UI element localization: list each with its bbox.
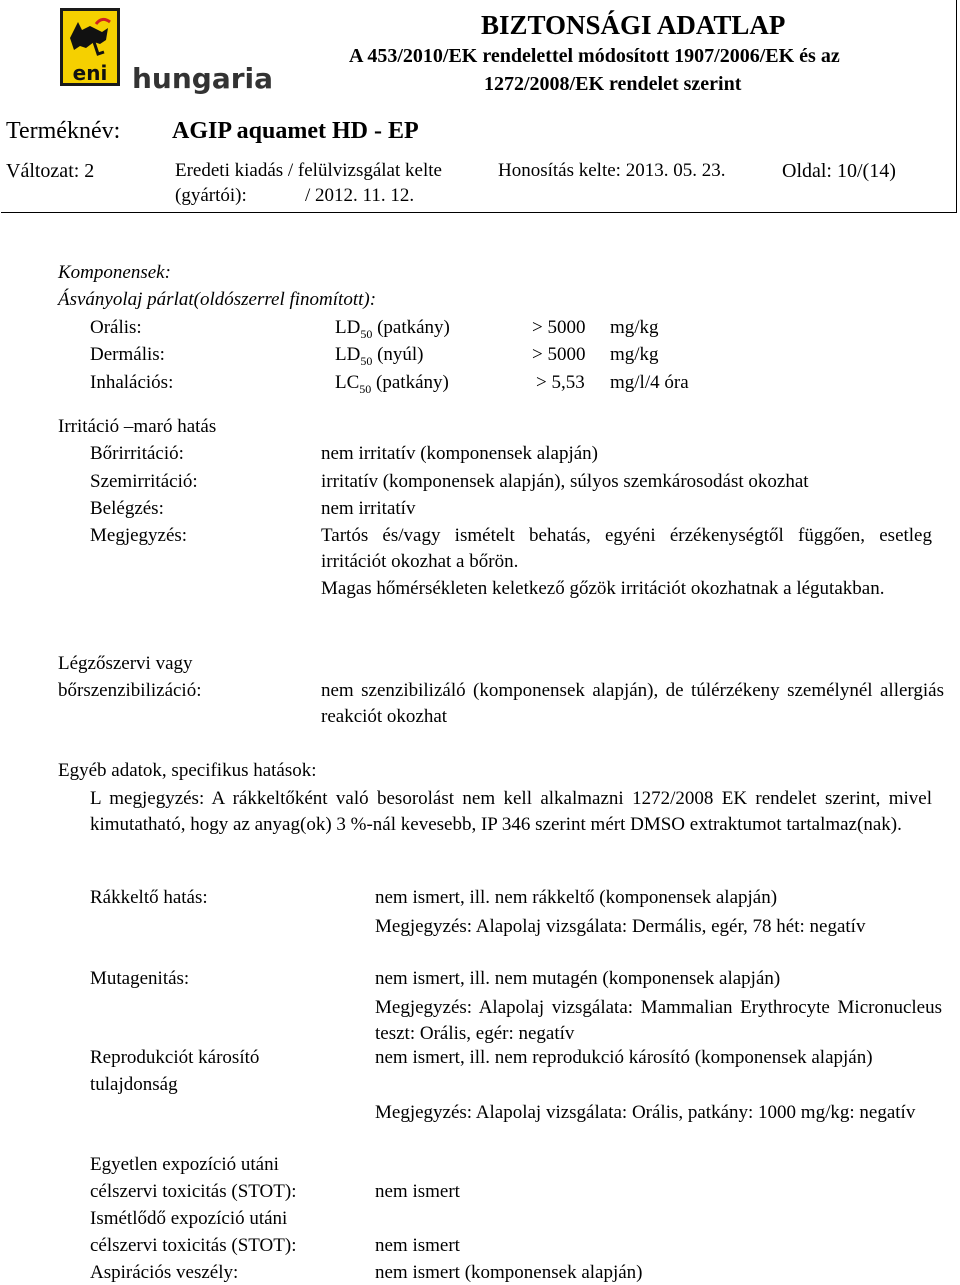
stot1-label-2: célszervi toxicitás (STOT): (90, 1181, 297, 1202)
doc-subtitle-1: A 453/2010/EK rendelettel módosított 1907/2006/EK és az (349, 45, 840, 67)
skin-value: nem irritatív (komponensek alapján) (321, 443, 598, 464)
asp-value: nem ismert (komponensek alapján) (375, 1262, 643, 1283)
carc-note: Megjegyzés: Alapolaj vizsgálata: Dermális, egér, 78 hét: negatív (375, 916, 866, 937)
route: Orális: (90, 317, 142, 338)
repro-label-1: Reprodukciót károsító (90, 1047, 260, 1068)
muta-label: Mutagenitás: (90, 968, 190, 989)
route: Dermális: (90, 344, 165, 365)
route: Inhalációs: (90, 372, 174, 393)
muta-value: nem ismert, ill. nem mutagén (komponensek alapján) (375, 968, 781, 989)
inhalation-value: nem irritatív (321, 498, 416, 519)
stot2-label-2: célszervi toxicitás (STOT): (90, 1235, 297, 1256)
value: > 5,53 (536, 372, 585, 393)
stot1-value: nem ismert (375, 1181, 460, 1202)
svg-text:eni: eni (72, 61, 108, 85)
repro-value: nem ismert, ill. nem reprodukció károsító (komponensek alapján) (375, 1047, 873, 1068)
eye-value: irritatív (komponensek alapján), súlyos szemkárosodást okozhat (321, 471, 809, 492)
carc-value: nem ismert, ill. nem rákkeltő (komponensek alapján) (375, 887, 778, 908)
page-number: Oldal: 10/(14) (782, 160, 896, 182)
unit: mg/kg (610, 317, 659, 338)
orig-date-2a: (gyártói): (175, 185, 247, 206)
test: $LD_{50}$ (nyúl) (335, 344, 424, 368)
brand-hungaria: hungaria (132, 62, 274, 95)
skin-label: Bőrirritáció: (90, 443, 184, 464)
repro-label-2: tulajdonság (90, 1074, 178, 1095)
note-text-1: Tartós és/vagy ismételt behatás, egyéni érzékenységtől függően, esetleg irritációt okozhat a bőrön. (321, 525, 932, 572)
value: > 5000 (532, 344, 586, 365)
stot2-label-1: Ismétlődő expozíció utáni (90, 1208, 288, 1229)
components-heading: Komponensek: (58, 262, 171, 283)
value: > 5000 (532, 317, 586, 338)
repro-note: Megjegyzés: Alapolaj vizsgálata: Orális, patkány: 1000 mg/kg: negatív (375, 1102, 916, 1123)
test: $LD_{50}$ (patkány) (335, 317, 450, 341)
doc-subtitle-2: 1272/2008/EK rendelet szerint (484, 73, 742, 95)
irritation-heading: Irritáció –maró hatás (58, 416, 217, 437)
doc-title: BIZTONSÁGI ADATLAP (481, 10, 786, 40)
note-text-2: Magas hőmérsékleten keletkező gőzök irritációt okozhatnak a légutakban. (321, 578, 885, 599)
sens-label-2: bőrszenzibilizáció: (58, 680, 202, 701)
honositas-date: Honosítás kelte: 2013. 05. 23. (498, 160, 726, 181)
version: Változat: 2 (6, 160, 95, 182)
product-name: AGIP aquamet HD - EP (172, 118, 419, 144)
product-label: Terméknév: (6, 118, 121, 144)
other-heading: Egyéb adatok, specifikus hatások: (58, 760, 317, 781)
carc-label: Rákkeltő hatás: (90, 887, 208, 908)
test: $LC_{50}$ (patkány) (335, 372, 449, 396)
sens-label-1: Légzőszervi vagy (58, 653, 193, 674)
asp-label: Aspirációs veszély: (90, 1262, 239, 1283)
inhalation-label: Belégzés: (90, 498, 164, 519)
stot2-value: nem ismert (375, 1235, 460, 1256)
components-subheading: Ásványolaj párlat(oldószerrel finomított): (58, 289, 377, 310)
sens-value: nem szenzibilizáló (komponensek alapján), de túlérzékeny személynél allergiás reakciót okozhat (321, 680, 944, 727)
eye-label: Szemirritáció: (90, 471, 198, 492)
unit: mg/l/4 óra (610, 372, 689, 393)
l-note: L megjegyzés: A rákkeltőként való besorolást nem kell alkalmazni 1272/2008 EK rendelet szerint, mivel kimutatható, hogy az anyag(ok) 3 %-nál kevesebb, IP 346 szerint mért DMSO extraktumot tartalmaz(nak). (90, 788, 932, 835)
unit: mg/kg (610, 344, 659, 365)
note-label: Megjegyzés: (90, 525, 188, 546)
orig-date-1: Eredeti kiadás / felülvizsgálat kelte (175, 160, 442, 181)
stot1-label-1: Egyetlen expozíció utáni (90, 1154, 279, 1175)
orig-date-2b: / 2012. 11. 12. (305, 185, 415, 206)
muta-note: Megjegyzés: Alapolaj vizsgálata: Mammalian Erythrocyte Micronucleus teszt: Orális, egér: negatív (375, 997, 942, 1044)
